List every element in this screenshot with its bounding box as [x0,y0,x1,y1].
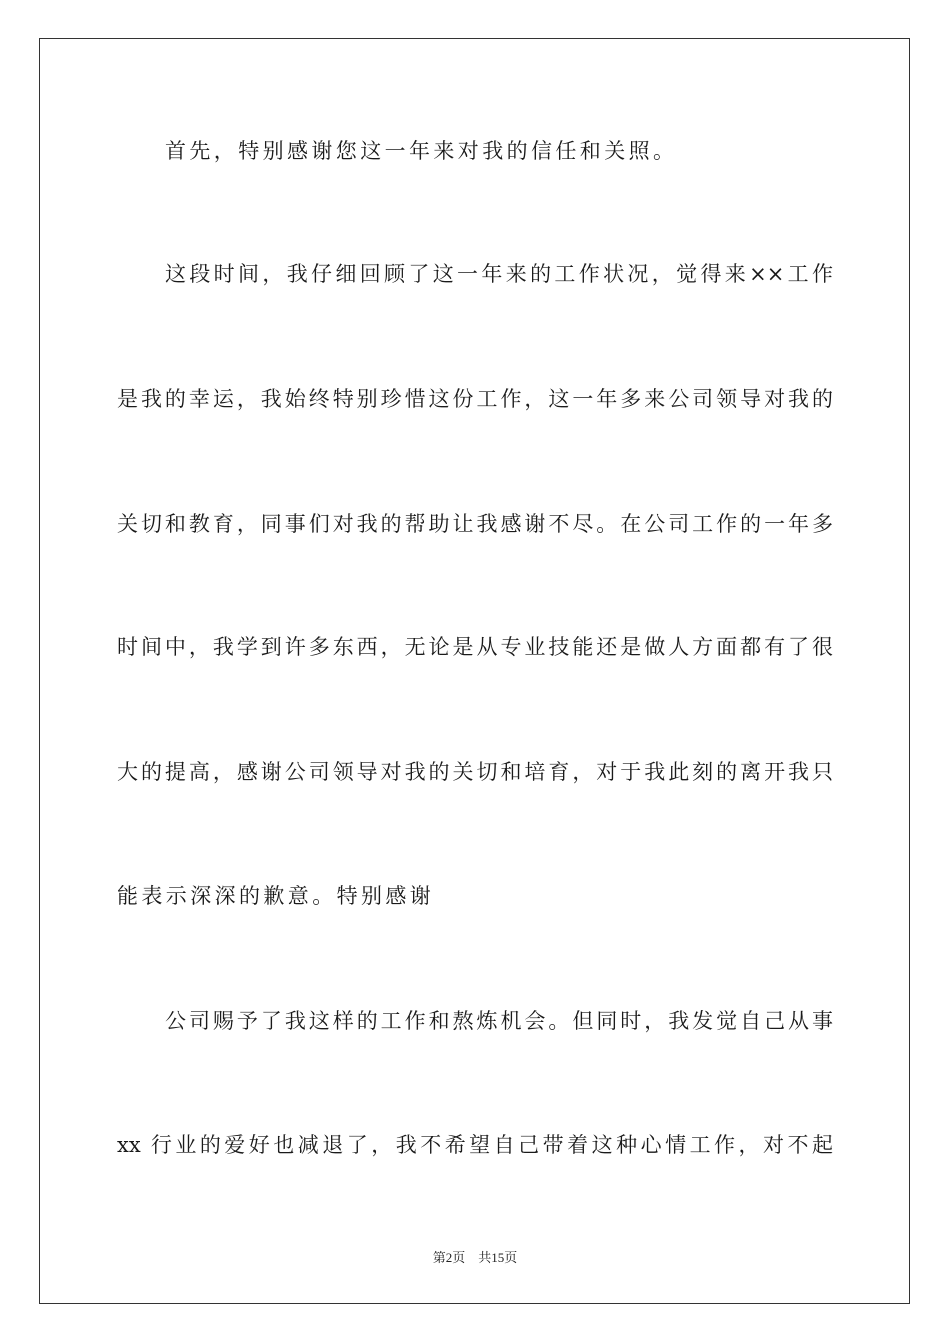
paragraph-line-9: xx 行业的爱好也减退了，我不希望自己带着这种心情工作，对不起 [117,1133,833,1157]
paragraph-line-3: 是我的幸运，我始终特别珍惜这份工作，这一年多来公司领导对我的 [117,387,833,411]
paragraph-line-1: 首先，特别感谢您这一年来对我的信任和关照。 [165,139,678,163]
page-footer: 第2页 共15页 [432,1250,518,1265]
paragraph-line-5: 时间中，我学到许多东西，无论是从专业技能还是做人方面都有了很 [117,635,833,659]
page-border [39,38,910,1304]
paragraph-line-6: 大的提高，感谢公司领导对我的关切和培育，对于我此刻的离开我只 [117,760,833,784]
paragraph-line-7: 能表示深深的歉意。特别感谢 [117,884,435,908]
paragraph-line-2: 这段时间，我仔细回顾了这一年来的工作状况，觉得来××工作 [165,262,833,286]
paragraph-line-4: 关切和教育，同事们对我的帮助让我感谢不尽。在公司工作的一年多 [117,512,833,536]
paragraph-line-8: 公司赐予了我这样的工作和熬炼机会。但同时，我发觉自己从事 [165,1009,833,1033]
